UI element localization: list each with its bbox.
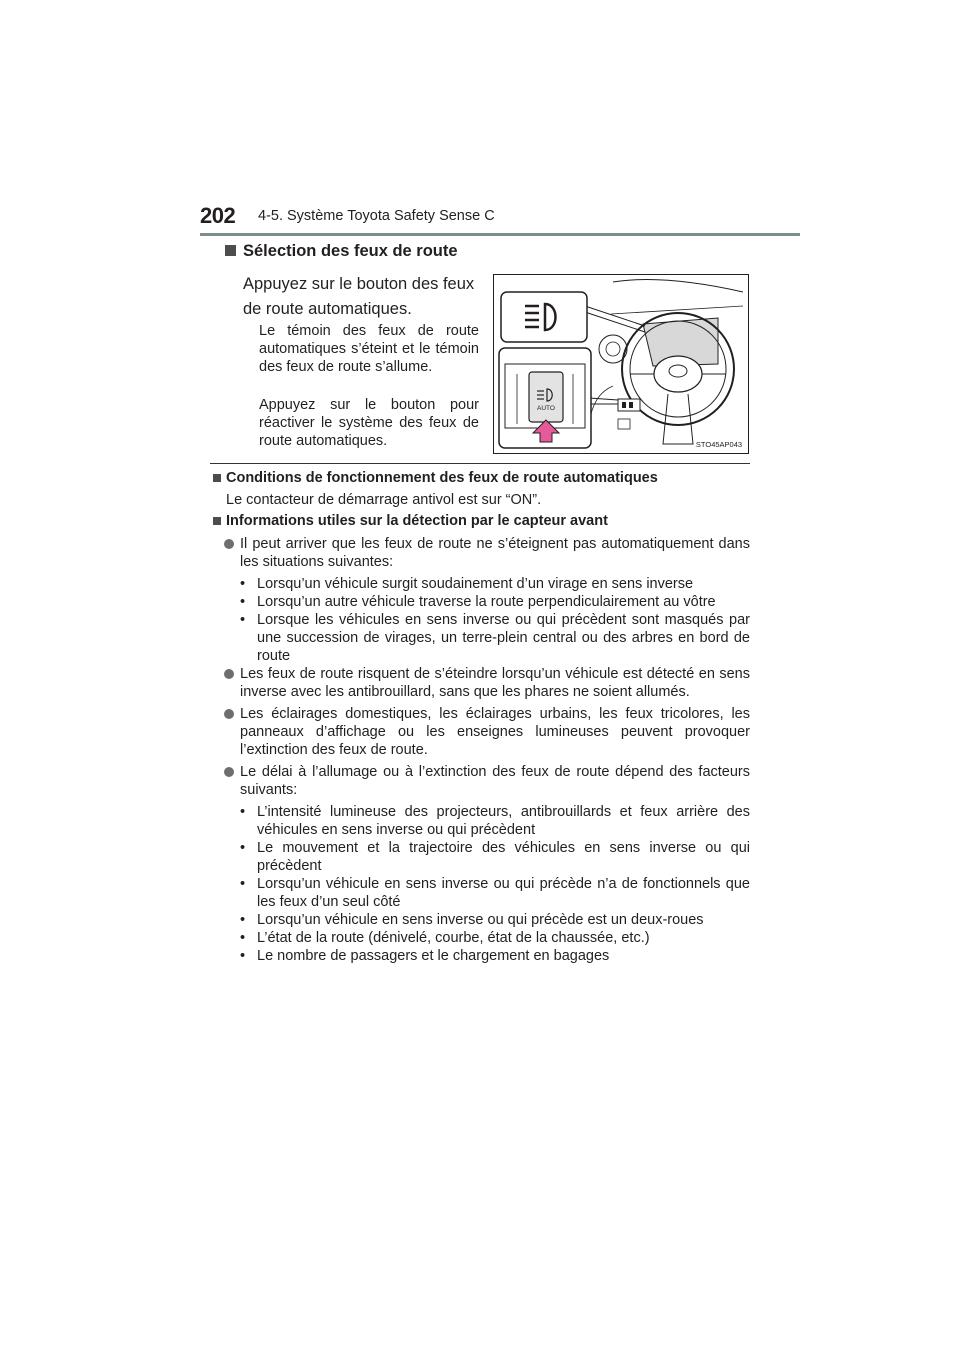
heading-square-marker xyxy=(213,517,221,525)
list-item: • Lorsque les véhicules en sens inverse ou qui précèdent sont masqués par une succession de virages, un terre-plein central ou des arbres en bord de route xyxy=(240,611,750,665)
auto-label: AUTO xyxy=(537,405,555,412)
header-divider xyxy=(200,233,800,236)
reactivate-paragraph: Appuyez sur le bouton pour réactiver le système des feux de route automatiques. xyxy=(259,397,479,449)
bullet-dot xyxy=(224,669,234,679)
list-item: • L’intensité lumineuse des projecteurs, antibrouillards et feux arrière des véhicules en sens inverse ou qui précèdent xyxy=(240,803,750,839)
list-item: • Le nombre de passagers et le chargement en bagages xyxy=(240,947,750,965)
info-heading: Informations utiles sur la détection par le capteur avant xyxy=(226,513,608,529)
list-item: • Le mouvement et la trajectoire des véhicules en sens inverse ou qui précèdent xyxy=(240,839,750,875)
conditions-text: Le contacteur de démarrage antivol est sur “ON”. xyxy=(226,492,542,508)
list-item: • L’état de la route (dénivelé, courbe, état de la chaussée, etc.) xyxy=(240,929,750,947)
list-item: • Lorsqu’un autre véhicule traverse la route perpendiculairement au vôtre xyxy=(240,593,750,611)
section-square-marker xyxy=(225,245,236,256)
bullet-paragraph: Les éclairages domestiques, les éclairages urbains, les feux tricolores, les panneaux d’affichage ou les enseignes lumineuses peuvent provoquer l’extinction des feux de route. xyxy=(240,706,750,758)
bullet-paragraph: Il peut arriver que les feux de route ne s’éteignent pas automatiquement dans les situations suivantes: xyxy=(240,536,750,570)
bullet-dot xyxy=(224,767,234,777)
sub-list xyxy=(240,575,750,665)
bullet-dot xyxy=(224,709,234,719)
bullet-paragraph: Les feux de route risquent de s’éteindre lorsqu’un véhicule est détecté en sens inverse avec les antibrouillard, sans que les phares ne soient allumés. xyxy=(240,666,750,700)
section-divider xyxy=(210,463,750,464)
list-item: • Lorsqu’un véhicule en sens inverse ou qui précède est un deux-roues xyxy=(240,911,750,929)
instruction-text: Appuyez sur le bouton des feux de route automatiques. xyxy=(243,275,475,318)
sub-list xyxy=(240,803,750,965)
heading-square-marker xyxy=(213,474,221,482)
result-paragraph: Le témoin des feux de route automatiques s’éteint et le témoin des feux de route s’allume. xyxy=(259,323,479,375)
list-item: • Lorsqu’un véhicule en sens inverse ou qui précède n’a de fonctionnels que les feux d’un seul côté xyxy=(240,875,750,911)
bullet-paragraph: Le délai à l’allumage ou à l’extinction des feux de route dépend des facteurs suivants: xyxy=(240,764,750,798)
conditions-heading: Conditions de fonctionnement des feux de route automatiques xyxy=(226,470,658,486)
chapter-title: 4-5. Système Toyota Safety Sense C xyxy=(258,208,495,224)
list-item: • Lorsqu’un véhicule surgit soudainement d’un virage en sens inverse xyxy=(240,575,750,593)
bullet-dot xyxy=(224,539,234,549)
figure-code: STO45AP043 xyxy=(695,440,743,449)
section-title: Sélection des feux de route xyxy=(243,242,458,260)
dashboard-illustration xyxy=(493,274,749,454)
page-number: 202 xyxy=(200,203,236,228)
